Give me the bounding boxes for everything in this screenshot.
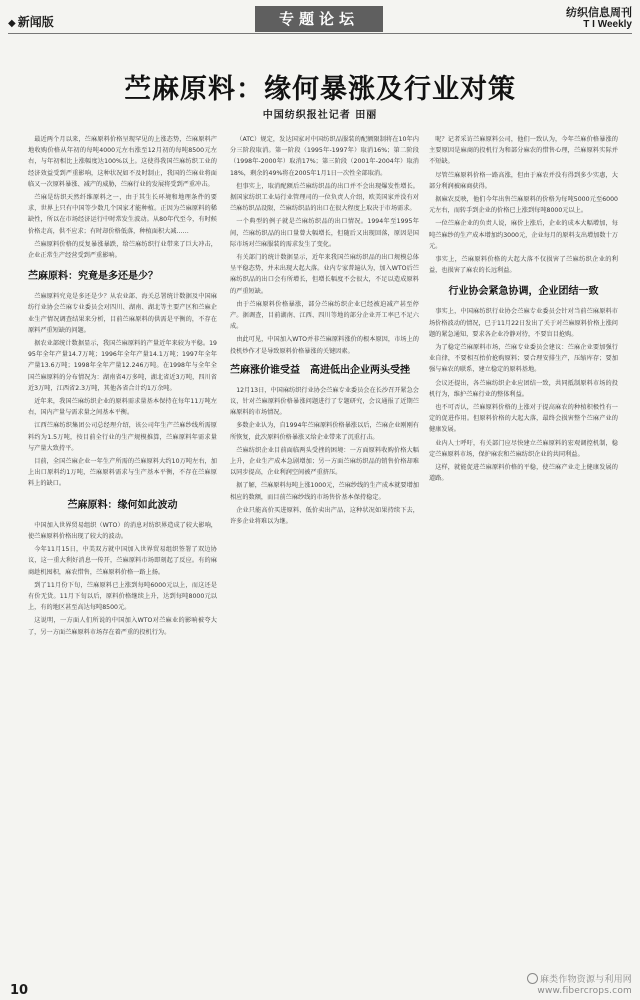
paragraph: 一位苎麻企业的负责人说，麻价上涨后，企业的成本大幅增加，每吨苎麻纱的生产成本增加约3000元，企业每月的原料支出增加数十万元。 — [429, 220, 618, 250]
masthead-title: 纺织信息周刊 — [566, 6, 632, 19]
paragraph: 有关部门的统计数据显示，近年来我国苎麻纺织品的出口规模总体呈平稳态势，并未出现大起大落。业内专家普遍认为，加入WTO后苎麻纺织品的出口会有所增长，但增长幅度不会很大，不足以造成原料的严重短缺。 — [230, 254, 419, 295]
article-title: 苎麻原料：缘何暴涨及行业对策 — [124, 74, 516, 106]
paragraph: 据了解，苎麻原料每吨上涨1000元，苎麻纱线的生产成本就要增加相应的数额，而目前苎麻纱线的市场售价基本保持稳定。 — [230, 482, 419, 501]
section-subhead: 苎麻原料：缘何如此波动 — [67, 499, 178, 511]
site-watermark — [442, 973, 632, 997]
watermark-text: 麻类作物资源与利用网 — [539, 975, 632, 985]
watermark-url: www.fibercrops.com — [537, 986, 632, 996]
paragraph: 苎麻是纺织天然纤维原料之一，由于其生长环境和地理条件的要求，世界上只有中国等少数几个国家才能种植。正因为苎麻原料的稀缺性，所以在市场经济运行中时常发生波动。从80年代至今，有时候价格走高，供不应求；有时却价格低落，种植面积大减…… — [28, 194, 217, 235]
edition-label: ◆ 新闻版 — [8, 13, 54, 30]
page-header — [8, 6, 632, 34]
article-column-1 — [28, 134, 217, 974]
article-byline: 中国纺织报社记者 田丽 — [262, 110, 378, 121]
paragraph: 到了11月份下旬，苎麻原料已上涨到每吨6000元以上，而这还是有价无货。11月下旬以后，原料价格继续上升，达到每吨8000元以上，有的地区甚至高达每吨8500元。 — [28, 581, 217, 612]
paragraph: 今年11月15日，中美双方就中国加入世界贸易组织签署了双边协议，这一重大利好消息一传开，苎麻原料市场即刻起了反应。有的麻商趁机囤积，麻农惜售，苎麻原料价格一路上扬。 — [28, 546, 217, 576]
paragraph: 呢？记者采访苎麻原料公司，他们一致认为，今年苎麻价格暴涨的主要原因是麻商的投机行为和部分麻农的惜售心理，苎麻原料实际并不短缺。 — [429, 136, 618, 166]
paragraph: 业内人士呼吁，有关部门应尽快建立苎麻原料的宏观调控机制，稳定苎麻原料市场，保护麻农和苎麻纺织企业的共同利益。 — [429, 439, 618, 458]
paragraph: 苎麻原料究竟是多还是少？从农业部、海关总署统计数据及中国麻纺行业协会苎麻专业委员会对四川、湖南、湖北等主要产区和苎麻企业生产情况调查结果来分析，目前苎麻原料的供需是平衡的，不存在原料严重短缺的问题。 — [28, 293, 217, 334]
masthead-english: T I Weekly — [583, 19, 632, 30]
paragraph: 事实上，苎麻原料价格的大起大落不仅损害了苎麻纺织企业的利益，也损害了麻农的长远利益。 — [429, 256, 618, 275]
paragraph: 苎麻纺织企业目前面临两头受挫的困境：一方面原料收购价格大幅上升，企业生产成本急剧增加；另一方面苎麻纺织品的销售价格却难以同步提高，企业利润空间被严重挤压。 — [230, 446, 419, 477]
section-subhead: 行业协会紧急协调，企业团结一致 — [448, 286, 599, 298]
paragraph: 也不可否认，苎麻原料价格的上涨对于提高麻农的种植积极性有一定的促进作用。但原料价格的大起大落，最终会损害整个苎麻产业的健康发展。 — [429, 404, 618, 434]
paragraph: 这说明，一方面人们所说的中国加入WTO对苎麻业的影响被夸大了，另一方面苎麻原料市场存在着严重的投机行为。 — [28, 617, 217, 636]
paragraph: 为了稳定苎麻原料市场，苎麻专业委员会建议：苎麻企业要加强行业自律，不要相互抬价抢购原料；要合理安排生产，压缩库存；要加强与麻农的联系，建立稳定的原料基地。 — [429, 344, 618, 374]
paragraph: 近年来，我国苎麻纺织企业的原料需求量基本保持在每年11万吨左右，国内产量与需求量之间基本平衡。 — [28, 398, 217, 417]
section-subhead: 苎麻原料：究竟是多还是少？ — [28, 271, 158, 283]
paragraph: 苎麻原料价格的反复暴涨暴跌，给苎麻纺织行业带来了巨大冲击，企业正常生产经营受到严重影响。 — [28, 240, 217, 260]
section-banner: 专题论坛 — [255, 6, 383, 32]
paragraph: 据农业部统计数据显示，我国苎麻原料的产量近年来较为平稳。1995年全年产量14.7万吨；1996年全年产量14.1万吨；1997年全年产量13.6万吨；1998年全年产量12.246万吨。在1998年与全年全国苎麻原料的分布情况为：湖南省4万多吨，湖北省近3万吨，四川省近3万吨，江西省2.3万吨，其他各省合计约1万余吨。 — [28, 340, 217, 392]
paragraph: 由此可见，中国加入WTO并非苎麻原料涨价的根本原因，市场上的投机炒作才是导致原料价格暴涨的关键因素。 — [230, 336, 419, 355]
paragraph: 一个典型的例子就是苎麻纺织品的出口情况。1994年至1995年间，苎麻纺织品的出口量曾大幅增长，但随后又出现回落，原因是国际市场对苎麻服装的需求发生了变化。 — [230, 218, 419, 248]
paragraph: 这样，就能促进苎麻原料价格的平稳，使苎麻产业走上健康发展的道路。 — [429, 464, 618, 483]
section-subhead: 苎麻涨价谁受益 高进低出企业两头受挫 — [230, 364, 410, 376]
paragraph: 江西苎麻纺织集团公司总经理介绍，该公司年生产苎麻纱线所需原料约为1.5万吨，按目前全行业的生产规模推算，苎麻原料年需求量与产量大致持平。 — [28, 422, 217, 452]
watermark-logo-icon — [527, 973, 538, 984]
article-column-2 — [230, 134, 419, 974]
paragraph: 多数企业认为，自1994年苎麻原料价格暴涨以后，苎麻企业刚刚有所恢复，此次原料价格暴涨又给企业带来了沉重打击。 — [230, 422, 419, 441]
paragraph: 尽管苎麻原料价格一路高涨，但由于麻农并没有得到多少实惠，大部分利润被麻商获得。 — [429, 171, 618, 190]
article-column-3 — [429, 134, 618, 974]
paragraph: 据麻农反映，他们今年出售苎麻原料的价格为每吨5000元至6000元左右，而转手到企业的价格已上涨到每吨8000元以上。 — [429, 196, 618, 215]
masthead — [536, 6, 632, 31]
paragraph: 但事实上，取消配额后苎麻纺织品的出口并不会出现爆发性增长。据国家纺织工业局行业管理司的一位负责人介绍，欧美国家并没有对苎麻纺织品设限，苎麻纺织品的出口在很大程度上取决于市场需求。 — [230, 182, 419, 213]
paragraph: 12月13日，中国麻纺织行业协会苎麻专业委员会在长沙召开紧急会议，针对苎麻原料价格暴涨问题进行了专题研究，会议通报了近期苎麻原料的市场情况。 — [230, 386, 419, 417]
paragraph: 中国加入世界贸易组织（WTO）的消息对纺织界造成了较大影响，使苎麻原料价格出现了较大的波动。 — [28, 521, 217, 540]
paragraph: 会议还提出，各苎麻纺织企业应团结一致，共同抵制原料市场的投机行为，维护苎麻行业的整体利益。 — [429, 379, 618, 398]
paragraph: 目前，全国苎麻企业一年生产所需的苎麻原料大约10万吨左右，加上出口原料约1万吨，苎麻原料需求与生产基本平衡，不存在苎麻原料上的缺口。 — [28, 458, 217, 488]
paragraph: 事实上，中国麻纺织行业协会苎麻专业委员会针对当前苎麻原料市场价格波动的情况，已于11月22日发出了关于对苎麻原料价格上涨问题的紧急通知，要求各企业冷静对待，不要盲目抢购。 — [429, 308, 618, 338]
paragraph: 企业只能高价买进原料、低价卖出产品，这种状况如果持续下去，许多企业将难以为继。 — [230, 506, 419, 526]
paragraph: 由于苎麻原料价格暴涨，部分苎麻纺织企业已经被迫减产甚至停产。据调查，目前湖南、江西、四川等地的部分企业开工率已不足六成。 — [230, 300, 419, 331]
paragraph: 最近两个月以来，苎麻原料价格呈现罕见的上涨态势，苎麻原料产地收购价格从年初的每吨4000元左右涨至12月初的每吨8500元左右，与年初相比上涨幅度达100%以上。这使得我国苎麻纺织工业的经济效益受到严重影响，这种状况如不及时制止，我国的苎麻业将面临又一次原料暴涨、减产的威胁，苎麻行业的发展将受到严重冲击。 — [28, 136, 217, 188]
page-number: 10 — [10, 983, 29, 998]
paragraph: （ATC）规定，发达国家对中国纺织品服装的配额限制将在10年内分三阶段取消。第一阶段（1995年-1997年）取消16%；第二阶段（1998年-2000年）取消17%；第三阶段（2001年-2004年）取消18%，剩余的49%将在2005年1月1日一次性全部取消。 — [230, 136, 419, 177]
